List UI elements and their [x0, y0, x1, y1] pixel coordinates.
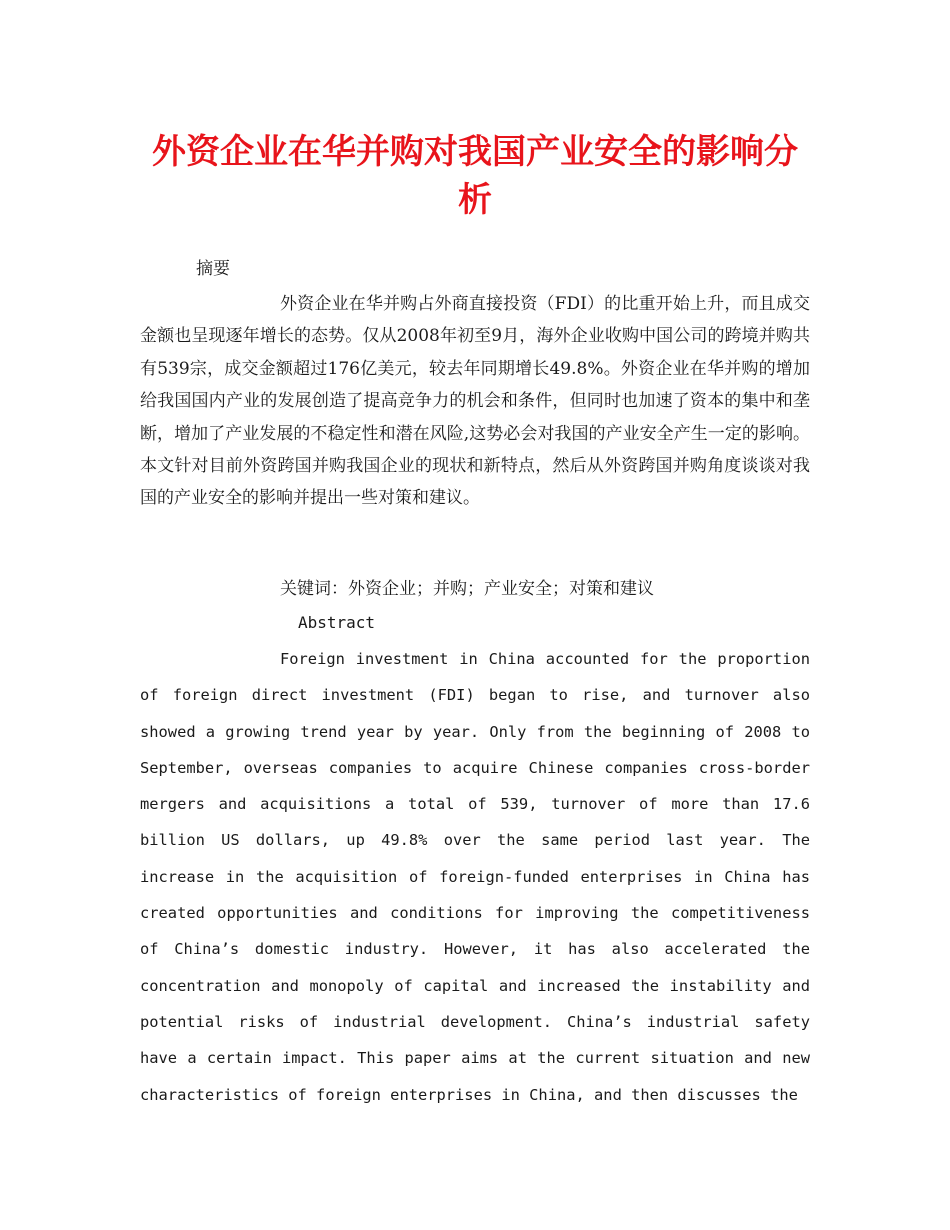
- abstract-body-en: Foreign investment in China accounted for the proportion of foreign direct investment (FDI) began to rise, and turnover also showed a growing trend year by year. Only from the beginning of 2008 to September, overseas companies to acquire Chinese companies cross-border mergers and acquisitions a total of 539, turnover of more than 17.6 billion US dollars, up 49.8% over the same period last year. The increase in the acquisition of foreign-funded enterprises in China has created opportunities and conditions for improving the competitiveness of China’s domestic industry. However, it has also accelerated the concentration and monopoly of capital and increased the instability and potential risks of industrial development. China’s industrial safety have a certain impact. This paper aims at the current situation and new characteristics of foreign enterprises in China, and then discusses the: [140, 650, 810, 1104]
- abstract-heading-en: Abstract: [298, 613, 376, 632]
- abstract-body-cn: 外资企业在华并购占外商直接投资（FDI）的比重开始上升，而且成交金额也呈现逐年增长的态势。仅从2008年初至9月，海外企业收购中国公司的跨境并购共有539宗，成交金额超过176亿美元，较去年同期增长49.8%。外资企业在华并购的增加给我国国内产业的发展创造了提高竞争力的机会和条件，但同时也加速了资本的集中和垄断，增加了产业发展的不稳定性和潜在风险,这势必会对我国的产业安全产生一定的影响。本文针对目前外资跨国并购我国企业的现状和新特点，然后从外资跨国并购角度谈谈对我国的产业安全的影响并提出一些对策和建议。: [140, 294, 810, 509]
- abstract-heading-cn: 摘要: [196, 259, 230, 279]
- keywords-line: 关键词：外资企业；并购；产业安全；对策和建议: [280, 579, 654, 599]
- document-title: 外资企业在华并购对我国产业安全的影响分析: [152, 132, 798, 220]
